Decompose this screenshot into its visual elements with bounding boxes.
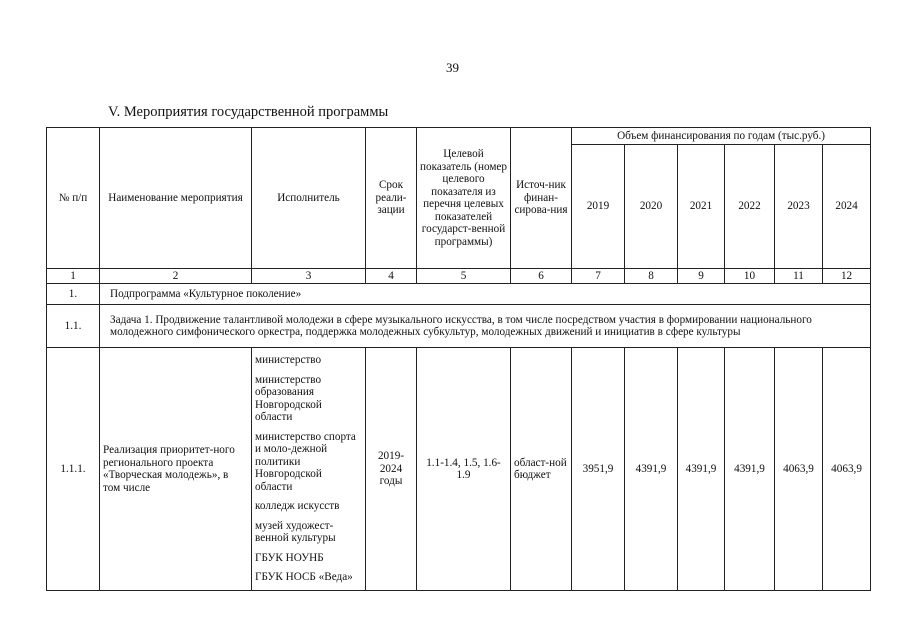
column-number-row — [47, 269, 871, 284]
column-number: 5 — [417, 269, 511, 284]
subprogram-row — [47, 284, 871, 305]
header-target: Целевой показатель (номер целевого показателя из перечня целевых показателей государст-венной программы) — [417, 128, 511, 269]
header-term: Срок реали-зации — [366, 128, 417, 269]
executor-item: министерство спорта и моло-дежной политики Новгородской области — [255, 430, 356, 493]
activity-executors — [252, 348, 366, 591]
column-number: 6 — [511, 269, 572, 284]
funding-2024: 4063,9 — [823, 348, 871, 591]
column-number: 9 — [678, 269, 725, 284]
header-year: 2019 — [572, 145, 625, 269]
funding-2022: 4391,9 — [725, 348, 775, 591]
column-number: 3 — [252, 269, 366, 284]
activity-source: област-ной бюджет — [511, 348, 572, 591]
column-number: 12 — [823, 269, 871, 284]
column-number: 11 — [775, 269, 823, 284]
column-number: 2 — [100, 269, 252, 284]
header-name: Наименование мероприятия — [100, 128, 252, 269]
executor-item: колледж искусств — [255, 500, 340, 513]
header-executor: Исполнитель — [252, 128, 366, 269]
executor-item: министерство — [255, 354, 322, 367]
header-source: Источ-ник финан-сирова-ния — [511, 128, 572, 269]
executor-item: ГБУК НОСБ «Веда» — [255, 571, 353, 584]
header-year: 2023 — [775, 145, 823, 269]
header-year: 2022 — [725, 145, 775, 269]
header-year: 2024 — [823, 145, 871, 269]
funding-2020: 4391,9 — [625, 348, 678, 591]
column-number: 10 — [725, 269, 775, 284]
executor-item: музей художест-венной культуры — [255, 519, 336, 545]
task-row — [47, 305, 871, 348]
task-num: 1.1. — [47, 305, 100, 348]
activity-row — [47, 348, 871, 591]
executor-item: министерство образования Новгородской области — [255, 373, 322, 424]
column-number: 1 — [47, 269, 100, 284]
subprogram-num: 1. — [47, 284, 100, 305]
funding-2021: 4391,9 — [678, 348, 725, 591]
activity-name: Реализация приоритет-ного регионального проекта «Творческая молодежь», в том числе — [100, 348, 252, 591]
funding-2019: 3951,9 — [572, 348, 625, 591]
funding-2023: 4063,9 — [775, 348, 823, 591]
column-number: 7 — [572, 269, 625, 284]
header-funding: Объем финансирования по годам (тыс.руб.) — [572, 128, 871, 145]
header-year: 2020 — [625, 145, 678, 269]
executor-item: ГБУК НОУНБ — [255, 551, 324, 564]
page-number: 39 — [446, 60, 459, 75]
task-text: Задача 1. Продвижение талантливой молодежи в сфере музыкального искусства, в том числе посредством участия в формировании национального молодежного симфонического оркестра, поддержка молодежных субкультур, молодежных движений и инициатив в сфере культуры — [100, 305, 871, 348]
section-title: V. Мероприятия государственной программы — [108, 104, 389, 120]
header-year: 2021 — [678, 145, 725, 269]
column-number: 4 — [366, 269, 417, 284]
activity-target: 1.1-1.4, 1.5, 1.6-1.9 — [417, 348, 511, 591]
column-number: 8 — [625, 269, 678, 284]
activity-num: 1.1.1. — [47, 348, 100, 591]
header-num: № п/п — [47, 128, 100, 269]
activity-term: 2019-2024 годы — [366, 348, 417, 591]
header-row-1 — [47, 128, 871, 145]
program-activities-table — [46, 127, 871, 591]
subprogram-title: Подпрограмма «Культурное поколение» — [100, 284, 871, 305]
